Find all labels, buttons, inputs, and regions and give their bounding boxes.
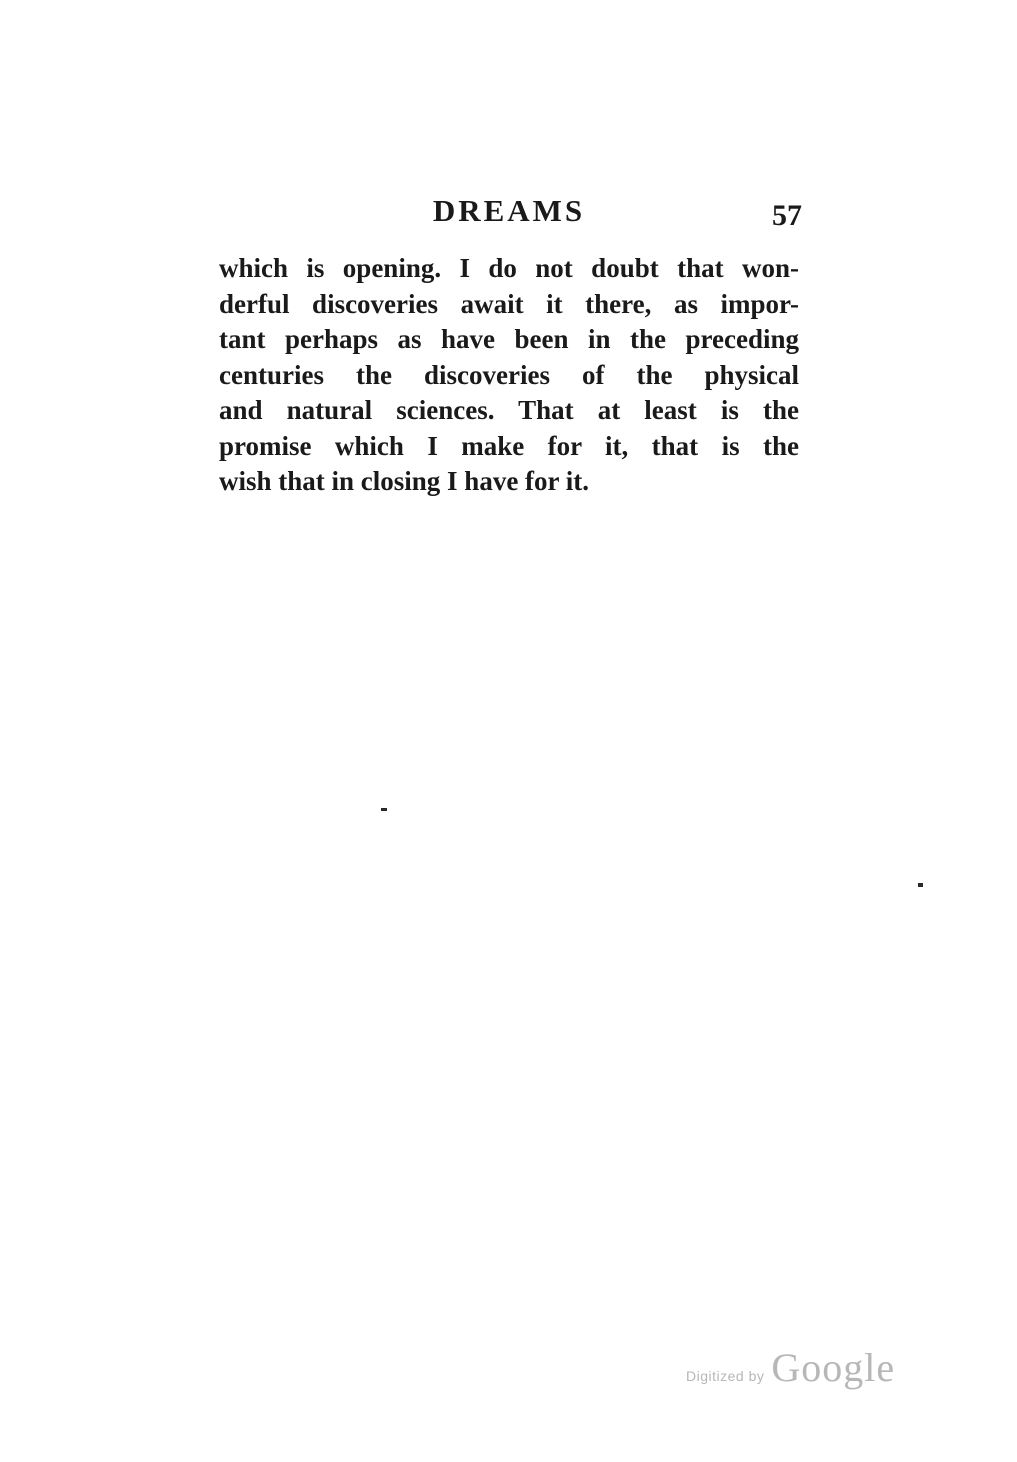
page-number: 57 xyxy=(772,199,802,232)
text-line: and natural sciences. That at least is the xyxy=(219,395,799,425)
scan-speck xyxy=(918,883,923,887)
digitized-watermark xyxy=(686,1344,895,1391)
scan-speck xyxy=(381,808,387,811)
body-paragraph xyxy=(219,251,799,500)
text-line: centuries the discoveries of the physical xyxy=(219,359,799,390)
text-line: wish that in closing I have for it. xyxy=(219,466,590,496)
page-header xyxy=(219,193,799,229)
text-line: derful discoveries await it there, as impor- xyxy=(219,288,799,319)
text-line: tant perhaps as have been in the preceding xyxy=(219,324,799,354)
running-title: DREAMS xyxy=(432,193,586,228)
google-logo: Google xyxy=(771,1345,896,1390)
watermark-prefix-label: Digitized by xyxy=(686,1368,765,1384)
text-line: promise which I make for it, that is the xyxy=(219,430,799,461)
text-line: which is opening. I do not doubt that won- xyxy=(219,253,799,283)
